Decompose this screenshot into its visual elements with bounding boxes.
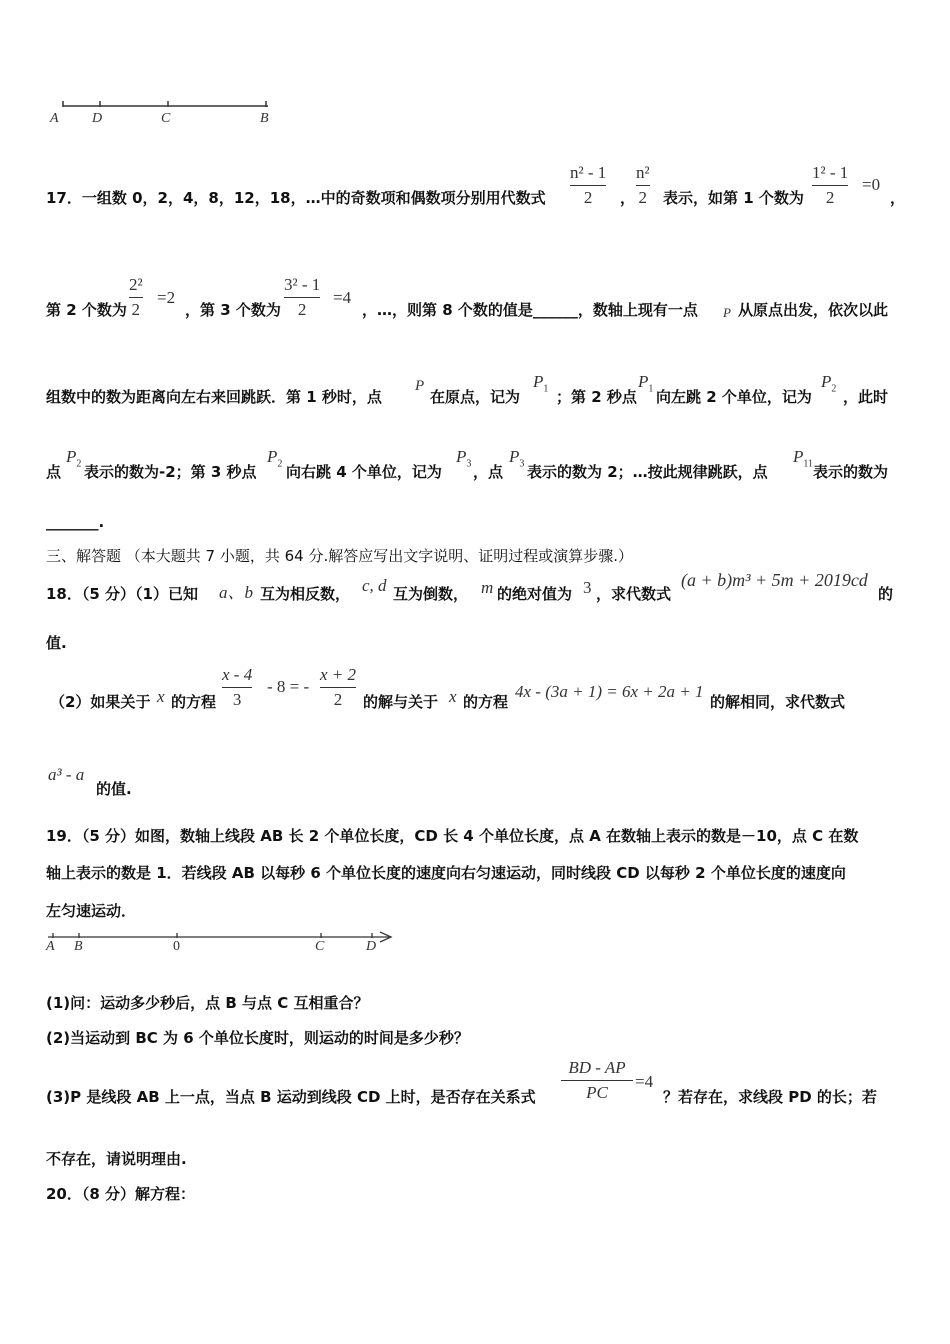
section-heading: 三、解答题 （本大题共 7 小题，共 64 分.解答应写出文字说明、证明过程或演算步骤.）: [46, 547, 634, 565]
point-label-a: A: [50, 111, 59, 126]
q18-expression: (a + b)m³ + 5m + 2019cd: [681, 570, 868, 590]
q19-number-line: [44, 928, 400, 958]
q18-fraction-2: x + 2 2: [320, 665, 357, 709]
q18-fraction-1: x - 4 3: [222, 665, 253, 709]
point-label-c: C: [161, 111, 171, 126]
q19-label-d: D: [366, 939, 377, 954]
q17-fraction-odd: n² - 1 2: [570, 163, 607, 207]
point-label-b: B: [260, 111, 269, 126]
q17-fraction-first: 1² - 1 2: [812, 163, 849, 207]
q19-label-a: A: [46, 939, 55, 954]
q17-fraction-even: n² 2: [636, 163, 650, 207]
point-label-d: D: [92, 111, 103, 126]
q17-fraction-second: 2² 2: [129, 275, 143, 319]
q17-line1-text: 17．一组数 0，2，4，8，12，18，…中的奇数项和偶数项分别用代数式: [46, 189, 546, 207]
q20-heading: 20．（8 分）解方程：: [46, 1185, 196, 1203]
q19-label-c: C: [315, 939, 325, 954]
q19-fraction: BD - AP PC: [561, 1058, 633, 1103]
q18-expression-2: a³ - a: [48, 765, 85, 784]
q19-label-b: B: [74, 939, 83, 954]
q17-fraction-third: 3² - 1 2: [284, 275, 321, 319]
q19-label-zero: 0: [173, 939, 180, 954]
q18-equation: 4x - (3a + 1) = 6x + 2a + 1: [515, 682, 704, 701]
